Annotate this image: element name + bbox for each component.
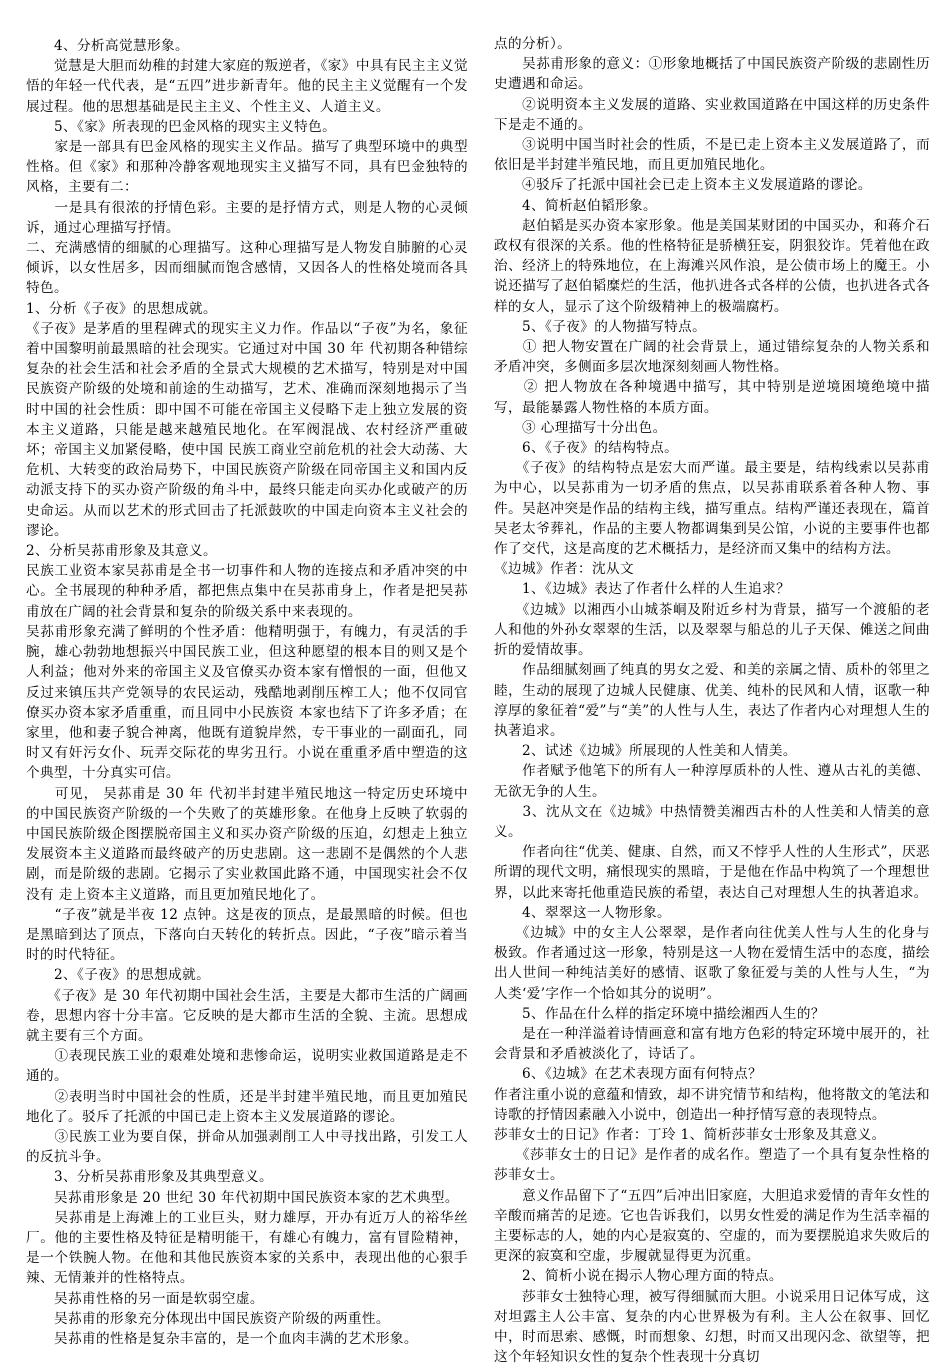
paragraph: 莎菲女士独特心理，被写得细腻而大胆。小说采用日记体写成，这对坦露主人公丰富、复杂的内心世界极为有利。主人公在叙事、回忆中，时而思索、感慨，时而想象、幻想，时而又出现闪念、欲望等，把这个年轻知识女性的复杂个性表现十分真切 xyxy=(494,1288,930,1366)
paragraph: 2、试述《边城》所展现的人性美和人情美。 xyxy=(494,743,797,760)
paragraph: 2、分析吴荪甫形象及其意义。 xyxy=(26,543,217,560)
paragraph: 作者向往“优美、健康、自然，而又不悖乎人性的人生形式”，厌恶所谓的现代文明，痛恨现实的黑暗，于是他在作品中构筑了一个理想世界，以此来寄托他重造民族的希望，表达自己对理想人生的执著追求。 xyxy=(494,844,930,901)
paragraph: 赵伯韬是买办资本家形象。他是美国某财团的中国买办，和蒋介石政权有很深的关系。他的性格特征是骄横狂妄，阴狠狡诈。凭着他在政治、经济上的特殊地位，在上海滩兴风作浪，是公债市场上的魔王。小说还描写了赵伯韬糜烂的生活，他扒进各式各样的公债，也扒进各式各样的女人，显示了这个阶级精神上的极端腐朽。 xyxy=(494,217,930,315)
paragraph: 1、《边城》表达了作者什么样的人生追求？ xyxy=(494,581,791,598)
paragraph: 《莎菲女士的日记》是作者的成名作。塑造了一个具有复杂性格的莎菲女士。 xyxy=(494,1147,930,1184)
paragraph: ④驳斥了托派中国社会已走上资本主义发展道路的谬论。 xyxy=(494,177,872,194)
paragraph: 4、分析高觉慧形象。 xyxy=(26,38,189,54)
paragraph: 是在一种洋溢着诗情画意和富有地方色彩的特定环境中展开的，社会背景和矛盾被淡化了，诗话了。 xyxy=(494,1025,930,1063)
paragraph: ①表现民族工业的艰难处境和悲惨命运，说明实业救国道路是走不通的。 xyxy=(26,1048,468,1085)
paragraph: “子夜”就是半夜 12 点钟。这是夜的顶点，是最黑暗的时候。但也是黑暗到达了顶点，下落向白天转化的转折点。因此，“子夜”暗示着当时的时代特征。 xyxy=(26,906,468,964)
paragraph: 一是具有很浓的抒情色彩。主要的是抒情方式，则是人物的心灵倾诉，通过心理描写抒情。 xyxy=(26,199,468,236)
paragraph: 可见， 吴荪甫是 30 年 代初半封建半殖民地这一特定历史环境中的中国民族资产阶级的一个失败了的英雄形象。在他身上反映了软弱的中国民族阶级企图摆脱帝国主义和买办资产阶级的压迫，幻想走上独立发展资本主义道路而最终破产的历史悲剧。这一悲剧不是偶然的个人悲剧，而是阶级的悲剧。它揭示了实业救国此路不通，中国现实社会不仅没有 走上资本主义道路，而且更加殖民地化了。 xyxy=(26,785,468,903)
right-text-column xyxy=(494,34,930,1367)
paragraph: 吴荪甫形象是 20 世纪 30 年代初期中国民族资本家的艺术典型。 xyxy=(26,1189,459,1206)
paragraph: 作者赋予他笔下的所有人一种淳厚质朴的人性、遵从古礼的美德、无欲无争的人生。 xyxy=(494,763,930,800)
paragraph: 6、《边城》在艺术表现方面有何特点？ xyxy=(494,1066,763,1083)
paragraph: 5、《子夜》的人物描写特点。 xyxy=(494,318,707,335)
paragraph: ② 把人物放在各种境遇中描写，其中特别是逆境困境绝境中描写，最能暴露人物性格的本质方面。 xyxy=(494,379,930,416)
paragraph: 6、《子夜》的结构特点。 xyxy=(494,440,679,457)
paragraph: 二、充满感情的细腻的心理描写。这种心理描写是人物发自肺腑的心灵倾诉，以女性居多，因而细腻而饱含感情，又因各人的性格处境而各具特色。 xyxy=(26,240,468,297)
paragraph: 《边城》中的女主人公翠翠，是作者向往优美人性与人生的化身与极致。作者通过这一形象，特别是这一人物在爱情生活中的态度，描绘出人世间一种纯洁美好的感情、讴歌了象征爱与美的人性与人生，“为人类‘爱’字作一个恰如其分的说明”。 xyxy=(494,924,930,1002)
paragraph: 3、沈从文在《边城》中热情赞美湘西古朴的人性美和人情美的意义。 xyxy=(494,803,930,840)
paragraph: 作品细腻刻画了纯真的男女之爱、和美的亲属之情、质朴的邻里之睦，生动的展现了边城人民健康、优美、纯朴的民风和人情，讴歌一种淳厚的象征着“爱”与“美”的人性与人生，表达了作者内心对理想人生的执著追求。 xyxy=(494,662,930,739)
paragraph: 作者注重小说的意蕴和情致，却不讲究情节和结构，他将散文的笔法和诗歌的抒情因素融入小说中，创造出一种抒情写意的表现特点。 xyxy=(494,1086,930,1123)
paragraph: 民族工业资本家吴荪甫是全书一切事件和人物的连接点和矛盾冲突的中心。全书展现的种种矛盾，都把焦点集中在吴荪甫身上，作者是把吴荪甫放在广阔的社会背景和复杂的阶级关系中来表现的。 xyxy=(26,563,468,620)
paragraph: 吴荪甫是上海滩上的工业巨头，财力雄厚，开办有近万人的裕华丝厂。他的主要性格及特征是精明能干，有雄心有魄力，富有冒险精神，是一个铁腕人物。在他和其他民族资本家的关系中，表现出他的心狠手辣、无情兼并的性格特点。 xyxy=(26,1209,468,1287)
paragraph: 点的分析）。 xyxy=(494,36,572,52)
paragraph: 5、作品在什么样的指定环境中描绘湘西人生的？ xyxy=(494,1005,825,1022)
paragraph: 1、分析《子夜》的思想成就。 xyxy=(26,300,217,317)
paragraph: 4、简析赵伯韬形象。 xyxy=(494,197,657,214)
paragraph: ① 把人物安置在广阔的社会背景上，通过错综复杂的人物关系和矛盾冲突，多侧面多层次地深刻刻画人物性格。 xyxy=(494,339,930,376)
paragraph: 意义作品留下了“五四”后冲出旧家庭，大胆追求爱情的青年女性的辛酸而痛苦的足迹。它也告诉我们，以男女性爱的满足作为生活幸福的主要标志的人，她的内心是寂寞的、空虚的，而为要摆脱追求失败后的更深的寂寞和空虚，步履就显得更为沉重。 xyxy=(494,1187,930,1265)
paragraph: 家是一部具有巴金风格的现实主义作品。描写了典型环境中的典型性格。但《家》和那种冷静客观地现实主义描写不同，具有巴金独特的风格，主要有二： xyxy=(26,139,468,196)
paragraph: 吴荪甫的形象充分体现出中国民族资产阶级的两重性。 xyxy=(26,1310,390,1327)
paragraph: 吴荪甫的性格是复杂丰富的，是一个血肉丰满的艺术形象。 xyxy=(26,1331,418,1347)
paragraph: 《子夜》是 30 年代初期中国社会生活，主要是大都市生活的广阔画卷，思想内容十分丰富。它反映的是大都市生活的全貌、主流。思想成就主要有三个方面。 xyxy=(26,987,468,1044)
paragraph: 《子夜》的结构特点是宏大而严谨。最主要是，结构线索以吴荪甫为中心，以吴荪甫为一切矛盾的焦点，以吴荪甫联系着各种人物、事件。吴赵冲突是作品的结构主线，描写重点。结构严谨还表现在，篇首吴老太爷葬礼，作品的主要人物都调集到吴公馆，小说的主要事件也都作了交代，这是高度的艺术概括力，是经济而又集中的结构方法。 xyxy=(494,460,930,558)
paragraph: 吴荪甫形象充满了鲜明的个性矛盾：他精明强于，有魄力，有灵活的手腕，雄心勃勃地想振兴中国民族工业，但这种愿望的根本目的则又是个人利益；他对外来的帝国主义及官僚买办资本家有憎恨的一面，但他又反过来镇压共产党领导的农民运动，残酷地剥削压榨工人；他不仅同官僚买办资本家矛盾重重，而且同中小民族资 本家也结下了许多矛盾；在家里，他和妻子貌合神离，他既有道貌岸然，专干事业的一副面孔，同时又有奸污女仆、玩弄交际花的卑劣丑行。小说在重重矛盾中塑造的这个典型，十分真实可信。 xyxy=(26,623,468,782)
paragraph: 5、《家》所表现的巴金风格的现实主义特色。 xyxy=(26,118,337,135)
paragraph: 吴荪甫形象的意义：①形象地概括了中国民族资产阶级的悲剧性历史遭遇和命运。 xyxy=(494,56,930,93)
paragraph: 2、简析小说在揭示人物心理方面的特点。 xyxy=(494,1268,783,1285)
paragraph: ③民族工业为要自保，拼命从加强剥削工人中寻找出路，引发工人的反抗斗争。 xyxy=(26,1128,468,1166)
paragraph: 觉慧是大胆而幼稚的封建大家庭的叛逆者，《家》中具有民主主义觉悟的年轻一代代表，是“五四”进步新青年。他的民主主义觉醒有一个发展过程。他的思想基础是民主主义、个性主义、人道主义。 xyxy=(26,58,468,115)
paragraph: ②表明当时中国社会的性质，还是半封建半殖民地，而且更加殖民地化了。驳斥了托派的中国已走上资本主义发展道路的谬论。 xyxy=(26,1088,468,1125)
paragraph: ②说明资本主义发展的道路、实业救国道路在中国这样的历史条件下是走不通的。 xyxy=(494,96,930,133)
paragraph: 《边城》作者：沈从文 xyxy=(494,561,634,578)
paragraph: 莎菲女士的日记》作者：丁玲 1、简析莎菲女士形象及其意义。 xyxy=(494,1126,886,1143)
paragraph: 吴荪甫性格的另一面是软弱空虚。 xyxy=(26,1290,264,1307)
paragraph: ③说明中国当时社会的性质，不是已走上资本主义发展道路了，而依旧是半封建半殖民地，而且更加殖民地化。 xyxy=(494,137,930,174)
paragraph: ③ 心理描写十分出色。 xyxy=(494,419,667,436)
paragraph: 3、分析吴荪甫形象及其典型意义。 xyxy=(26,1169,273,1186)
paragraph: 《边城》以湘西小山城茶峒及附近乡村为背景，描写一个渡船的老人和他的外孙女翠翠的生活，以及翠翠与船总的儿子天保、傩送之间曲折的爱情故事。 xyxy=(494,601,930,659)
paragraph: 《子夜》是茅盾的里程碑式的现实主义力作。作品以“子夜”为名，象征着中国黎明前最黑暗的社会现实。它通过对中国 30 年 代初期各种错综复杂的社会生活和社会矛盾的全景式大规模的艺术描写，特别是对中国民族资产阶级的处境和前途的生动描写，艺术、准确而深刻地揭示了当时中国的社会性质：即中国不可能在帝国主义侵略下走上独立发展的资本主义道路，只能是越来越殖民地化。在军阀混战、农村经济严重破坏；帝国主义加紧侵略，使中国 民族工商业空前危机的社会大动荡、大危机、大转变的政治局势下，中国民族资产阶级在同帝国主义和国内反动派支持下的买办资产阶级的角斗中，最终只能走向买办化或破产的历史命运。从而以艺术的形式回击了托派鼓吹的中国走向资本主义社会的谬论。 xyxy=(26,320,468,539)
left-text-column xyxy=(26,36,468,1349)
paragraph: 4、翠翠这一人物形象。 xyxy=(494,904,671,921)
paragraph: 2、《子夜》的思想成就。 xyxy=(26,967,211,984)
